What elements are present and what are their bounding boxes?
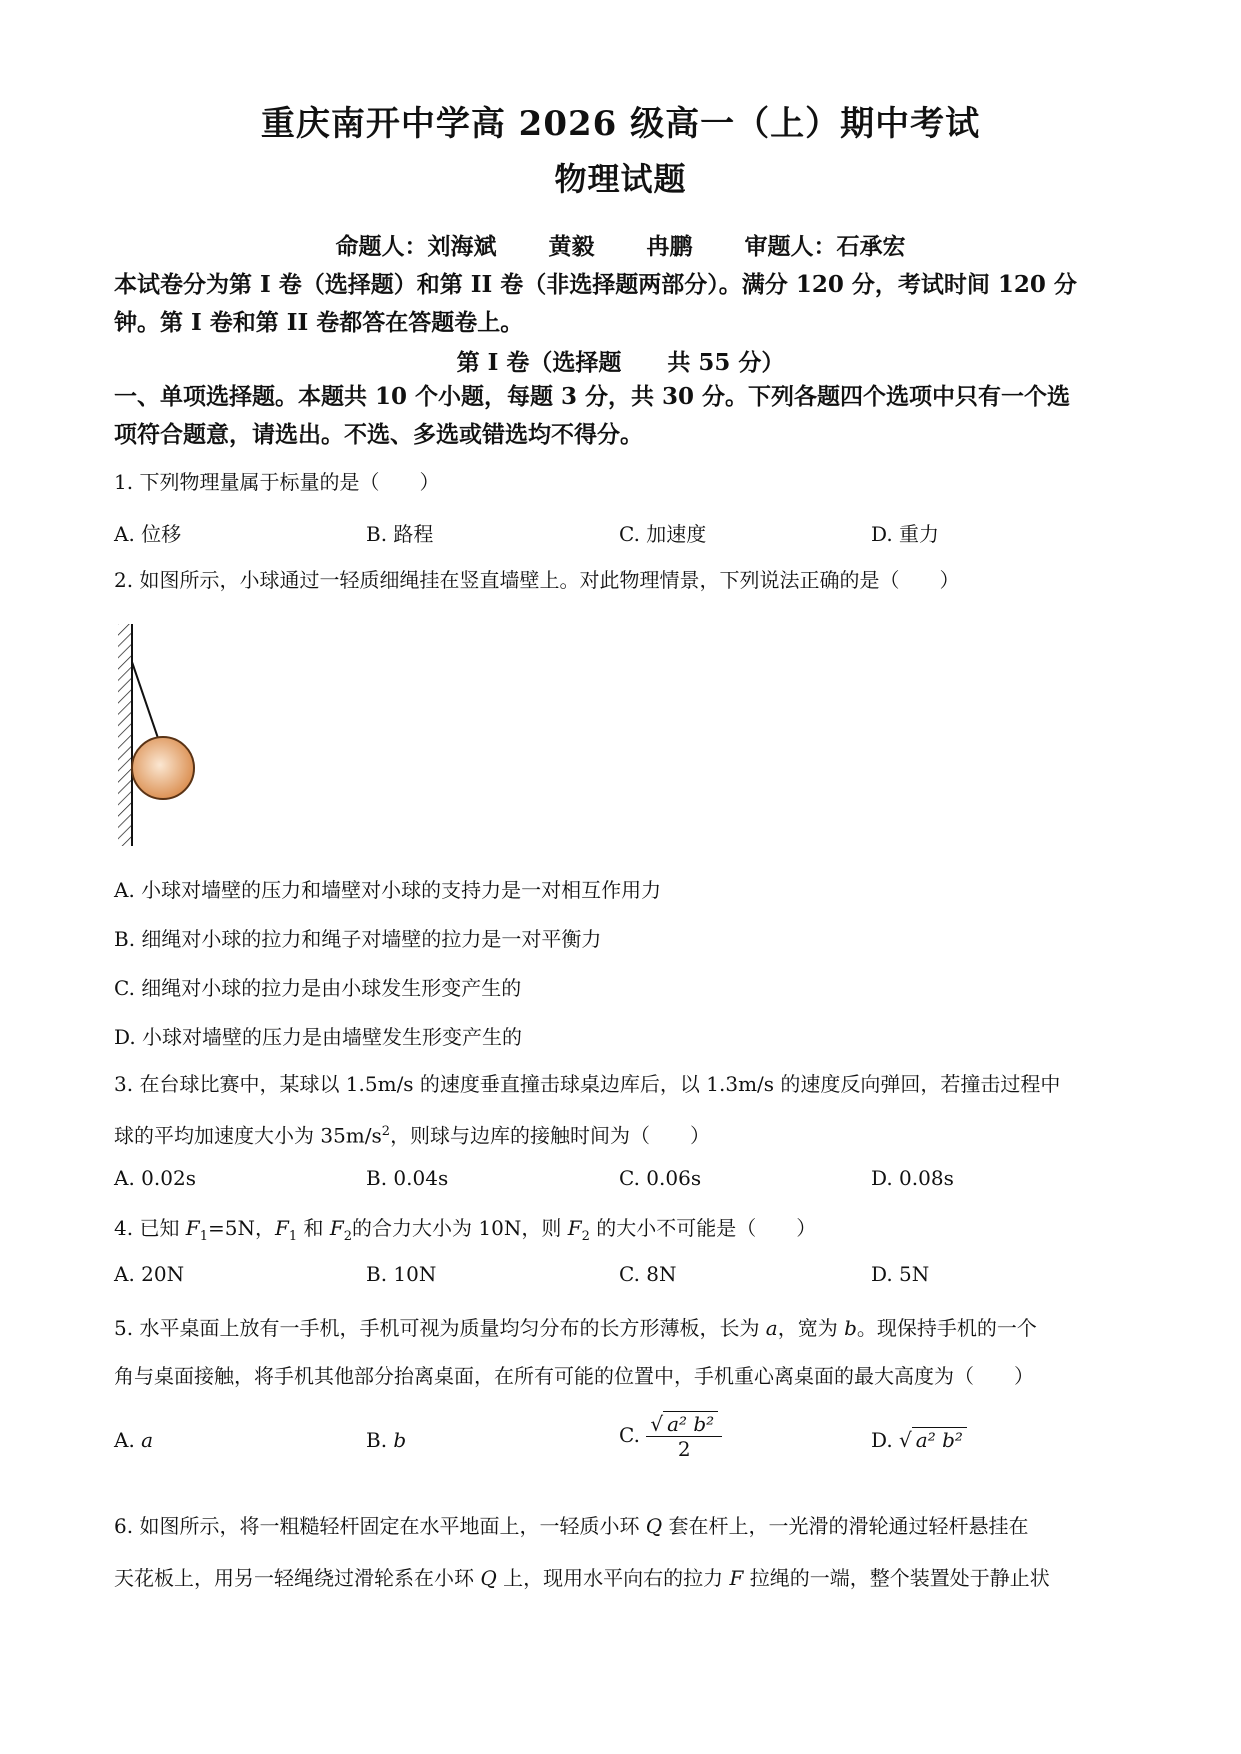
q5-b-symbol: b [844,1316,857,1340]
q5-text-b: ，宽为 [777,1316,845,1340]
instructions-line-2: 项符合题意，请选出。不选、多选或错选均不得分。 [114,421,643,448]
q4-F2b-sub: 2 [581,1229,590,1244]
question-6-stem [114,1500,1134,1604]
section-heading: 第 I 卷（选择题 共 55 分） [456,349,785,376]
q4-F1-sub: 1 [199,1229,208,1244]
q6-line-2 [114,1552,1134,1604]
authors-line [0,228,1241,261]
q5-option-c-label: C. [619,1423,647,1447]
q6-text-a: 6. 如图所示，将一粗糙轻杆固定在水平地面上，一轻质小环 [114,1514,646,1538]
q1-option-d: D. 重力 [871,522,940,546]
question-3-stem [114,1060,1134,1160]
q6-text-c: 天花板上，用另一轻绳绕过滑轮系在小环 [114,1566,481,1590]
q5-option-a [114,1428,153,1452]
q1-option-a: A. 位移 [114,522,182,546]
question-1-options [114,518,1134,558]
q1-option-b: B. 路程 [366,522,434,546]
q5-text-c: 。现保持手机的一个 [856,1316,1037,1340]
intro-paragraph [114,266,1129,342]
wall-hatching [118,624,132,846]
q3-line-1: 3. 在台球比赛中，某球以 1.5m/s 的速度垂直撞击球桌边库后，以 1.3m/s 的速度反向弹回，若撞击过程中 [114,1072,1061,1096]
q6-line-1 [114,1500,1134,1552]
q6-text-d: 上，现用水平向右的拉力 [496,1566,730,1590]
instructions-line-1: 一、单项选择题。本题共 10 个小题，每题 3 分，共 30 分。下列各题四个选项中只有一个选 [114,383,1071,410]
q4-F2-sub: 2 [343,1229,353,1244]
q5-option-a-value: a [141,1428,154,1452]
q4-F2-symbol: F [329,1216,344,1240]
q5-option-c-radicand: a² b² [663,1411,718,1436]
question-5-stem [114,1304,1134,1400]
q4-F1b-symbol: F [274,1216,289,1240]
q5-option-d-label: D. [871,1428,900,1452]
intro-line-2: 钟。第 I 卷和第 II 卷都答在答题卷上。 [114,309,524,336]
q4-option-a: A. 20N [114,1262,185,1286]
author-3: 冉鹏 [646,233,693,260]
q2-option-a: A. 小球对墙壁的压力和墙壁对小球的支持力是一对相互作用力 [114,878,662,902]
q6-text-e: 拉绳的一端，整个装置处于静止状 [743,1566,1050,1590]
author-1: 命题人：刘海斌 [335,233,497,260]
q4-text-2: =5N， [207,1216,275,1240]
ball [132,737,194,799]
q6-Q-symbol: Q [645,1514,663,1538]
exam-title: 重庆南开中学高 2026 级高一（上）期中考试 [260,104,981,144]
q5-line-2: 角与桌面接触，将手机其他部分抬离桌面，在所有可能的位置中，手机重心离桌面的最大高度为（ ） [114,1364,1034,1388]
q3-unit-exponent: 2 [381,1124,391,1139]
question-2-options [114,866,1134,1062]
q5-option-a-label: A. [114,1428,142,1452]
q5-text-a: 5. 水平桌面上放有一手机，手机可视为质量均匀分布的长方形薄板，长为 [114,1316,766,1340]
exam-subtitle: 物理试题 [554,160,687,198]
q4-text-4: 的合力大小为 10N，则 [352,1216,568,1240]
q6-text-b: 套在杆上，一光滑的滑轮通过轻杆悬挂在 [662,1514,1029,1538]
q4-F1-symbol: F [185,1216,200,1240]
q4-option-d: D. 5N [871,1262,930,1286]
question-4-stem [114,1204,1134,1261]
q3-option-c: C. 0.06s [619,1166,702,1190]
question-5-options [114,1412,1134,1482]
q5-option-d: D. √ a² b² [871,1428,967,1452]
q5-line-1 [114,1304,1134,1352]
q6-Q2-symbol: Q [480,1566,497,1590]
question-2-stem: 2. 如图所示，小球通过一轻质细绳挂在竖直墙壁上。对此物理情景，下列说法正确的是（ ） [114,568,960,592]
q4-F1b-sub: 1 [288,1229,298,1244]
q4-F2b-symbol: F [567,1216,582,1240]
q3-option-b: B. 0.04s [366,1166,449,1190]
q3-option-d: D. 0.08s [871,1166,954,1190]
q3-line-2-text: 球的平均加速度大小为 35m/s [114,1123,382,1148]
q2-option-b: B. 细绳对小球的拉力和绳子对墙壁的拉力是一对平衡力 [114,927,602,951]
intro-line-1: 本试卷分为第 I 卷（选择题）和第 II 卷（非选择题两部分）。满分 120 分，考试时间 120 分 [114,271,1077,298]
q1-option-c: C. 加速度 [619,522,707,546]
rope-line [132,662,160,744]
q5-option-d-radicand: a² b² [912,1427,967,1452]
q4-text-5: 的大小不可能是（ ） [589,1216,817,1240]
q3-line-2-tail: ，则球与边库的接触时间为（ ） [390,1123,711,1148]
q4-option-b: B. 10N [366,1262,437,1286]
question-3-options [114,1166,1134,1206]
q5-a-symbol: a [765,1316,778,1340]
section-instructions [114,378,1129,454]
q5-option-c [619,1412,722,1461]
q6-F-symbol: F [729,1566,744,1590]
reviewer: 审题人：石承宏 [744,233,906,260]
q4-text-3: 和 [297,1216,330,1240]
q2-option-d: D. 小球对墙壁的压力是由墙壁发生形变产生的 [114,1025,523,1049]
question-1-stem: 1. 下列物理量属于标量的是（ ） [114,470,440,494]
q4-option-c: C. 8N [619,1262,677,1286]
q4-text-1: 4. 已知 [114,1216,186,1240]
question-4-options [114,1262,1134,1302]
q5-option-b [366,1428,406,1452]
q5-option-c-denominator: 2 [677,1437,691,1461]
q2-option-c: C. 细绳对小球的拉力是由小球发生形变产生的 [114,976,522,1000]
hanging-ball-figure [110,620,210,850]
q5-option-b-value: b [393,1428,407,1452]
author-2: 黄毅 [548,233,595,260]
q5-option-b-label: B. [366,1428,394,1452]
q3-option-a: A. 0.02s [114,1166,196,1190]
q3-line-2 [114,1108,1134,1160]
q5-option-c-fraction: $\frac{\text{√ a² b²}}{2}$ [646,1412,722,1461]
